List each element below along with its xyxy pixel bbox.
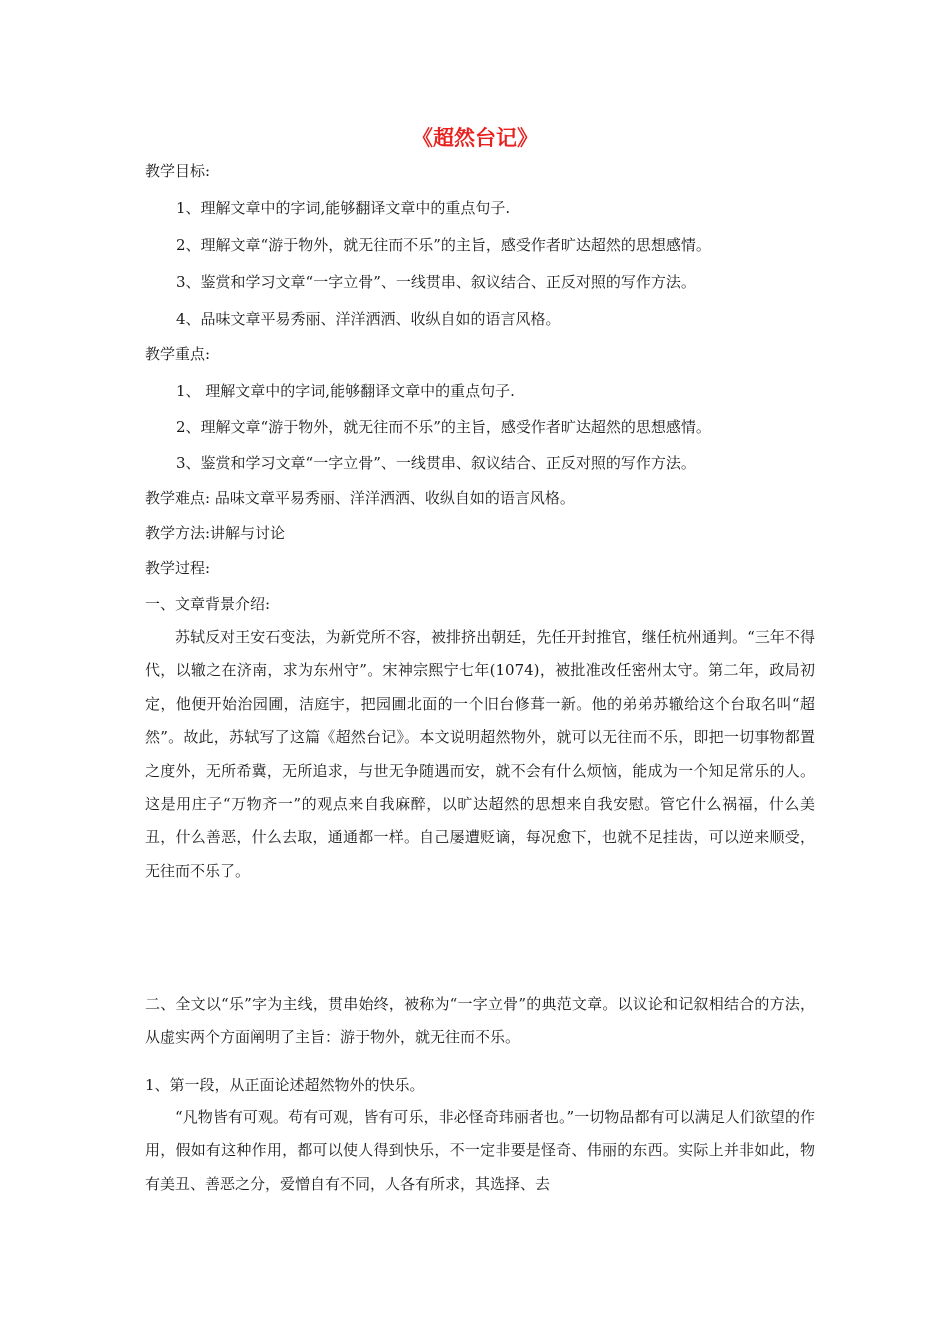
- objective-item: 3、鉴赏和学习文章“一字立骨”、一线贯串、叙议结合、正反对照的写作方法。: [176, 273, 696, 291]
- section2-body: 二、全文以“乐”字为主线，贯串始终，被称为“一字立骨”的典范文章。以议论和记叙相结合的方法，从虚实两个方面阐明了主旨：游于物外，就无往而不乐。: [145, 995, 815, 1047]
- paragraph1-body: “凡物皆有可观。苟有可观，皆有可乐，非必怪奇玮丽者也。”一切物品都有可以满足人们欲望的作用，假如有这种作用，都可以使人得到快乐，不一定非要是怪奇、伟丽的东西。实际上并非如此，物有美丑、善恶之分，爱憎自有不同，人各有所求，其选择、去: [145, 1108, 815, 1193]
- key-point-item: 2、理解文章“游于物外，就无往而不乐”的主旨，感受作者旷达超然的思想感情。: [176, 418, 711, 436]
- key-point-item: 3、鉴赏和学习文章“一字立骨”、一线贯串、叙议结合、正反对照的写作方法。: [176, 454, 696, 472]
- objectives-heading: 教学目标:: [145, 162, 211, 180]
- objective-item: 4、品味文章平易秀丽、洋洋洒洒、收纵自如的语言风格。: [176, 310, 561, 328]
- document-title: 《超然台记》: [412, 126, 538, 150]
- difficulty-line: 教学难点: 品味文章平易秀丽、洋洋洒洒、收纵自如的语言风格。: [145, 489, 575, 507]
- objective-item: 2、理解文章“游于物外，就无往而不乐”的主旨，感受作者旷达超然的思想感情。: [176, 236, 711, 254]
- key-points-heading: 教学重点:: [145, 345, 211, 363]
- objective-item: 1、理解文章中的字词,能够翻译文章中的重点句子.: [176, 199, 511, 217]
- process-heading: 教学过程:: [145, 559, 211, 577]
- section1-heading: 一、文章背景介绍:: [145, 595, 271, 613]
- section1-body: 苏轼反对王安石变法，为新党所不容，被排挤出朝廷，先任开封推官，继任杭州通判。“三年不得代，以辙之在济南，求为东州守”。宋神宗熙宁七年(1074)，被批准改任密州太守。第二年，政局初定，他便开始治园圃，洁庭宇，把园圃北面的一个旧台修葺一新。他的弟弟苏辙给这个台取名叫“超然”。故此，苏轼写了这篇《超然台记》。本文说明超然物外，就可以无往而不乐，即把一切事物都置之度外，无所希冀，无所追求，与世无争随遇而安，就不会有什么烦恼，能成为一个知足常乐的人。这是用庄子“万物齐一”的观点来自我麻醉，以旷达超然的思想来自我安慰。管它什么祸福，什么美丑，什么善恶，什么去取，通通都一样。自己屡遭贬谪，每况愈下，也就不足挂齿，可以逆来顺受，无往而不乐了。: [145, 628, 815, 880]
- key-point-item: 1、 理解文章中的字词,能够翻译文章中的重点句子.: [176, 382, 515, 400]
- method-line: 教学方法:讲解与讨论: [145, 524, 286, 542]
- paragraph1-heading: 1、第一段，从正面论述超然物外的快乐。: [145, 1076, 425, 1094]
